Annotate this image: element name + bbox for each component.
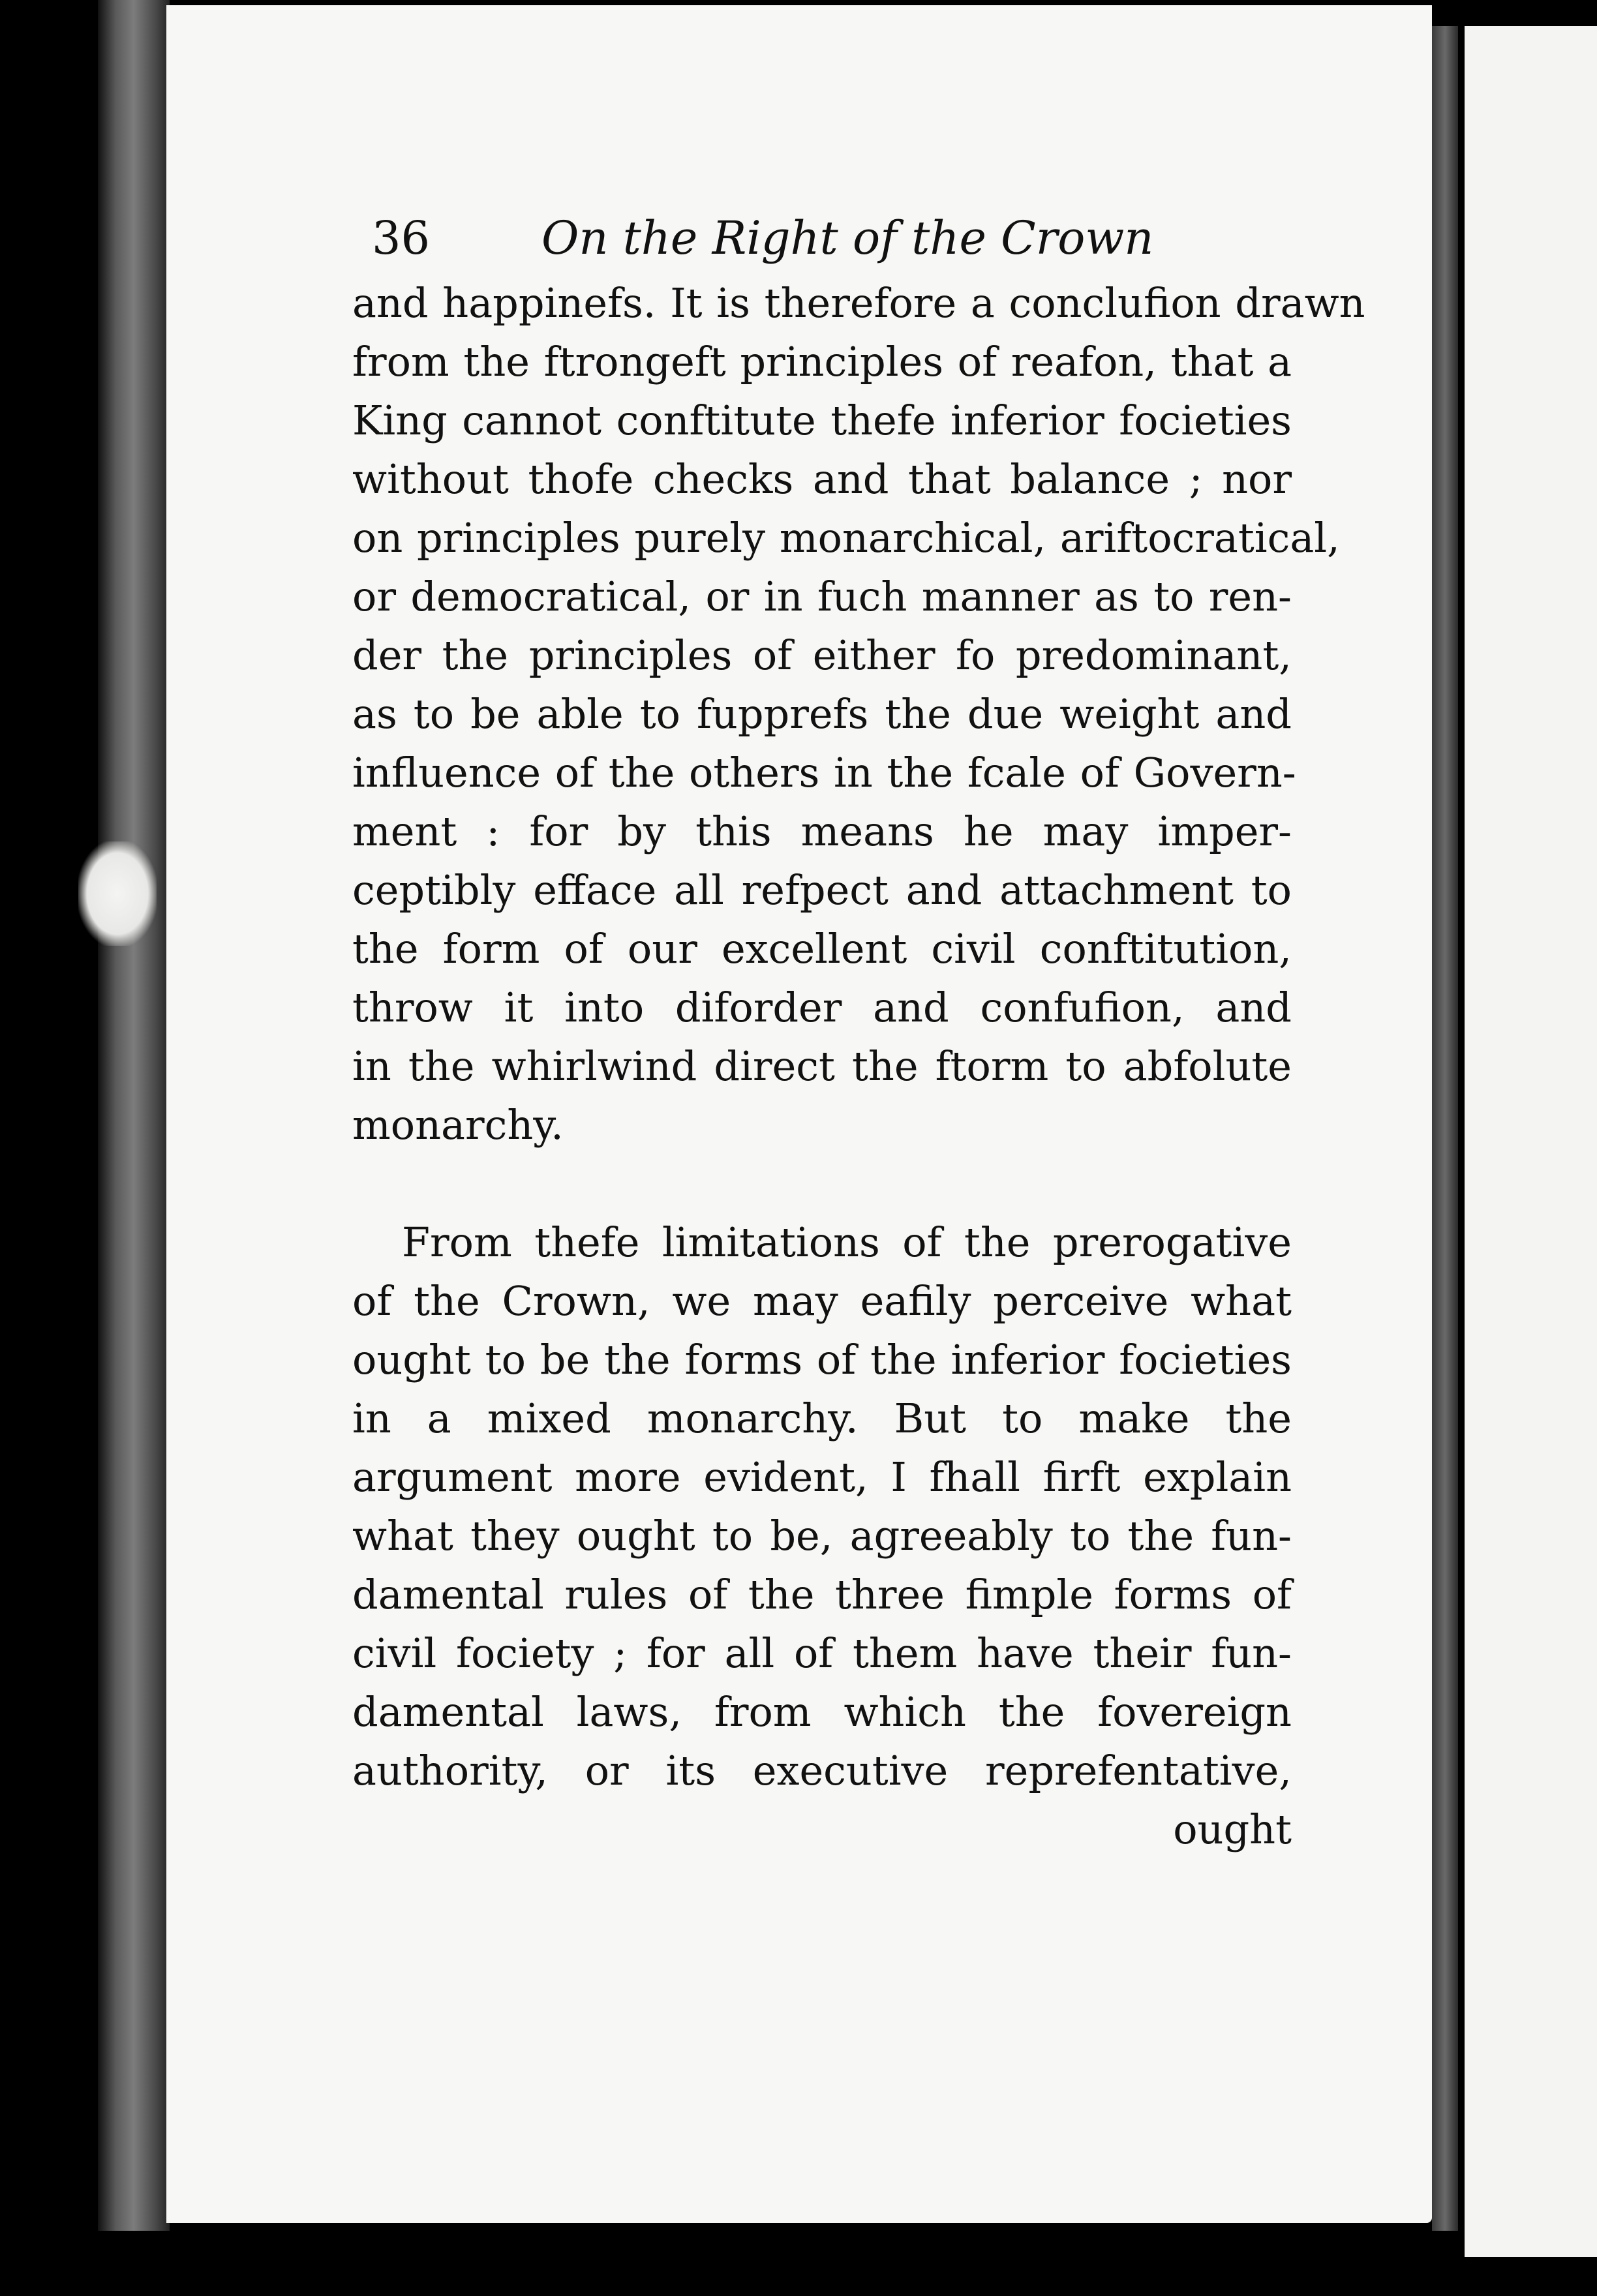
- page-gutter-shadow: [1432, 26, 1458, 2231]
- text-line: From thefe limitations of the prerogative: [402, 1218, 1292, 1266]
- text-line: ment : for by this means he may imper-: [352, 808, 1292, 855]
- paragraph-2: [352, 1213, 1292, 1800]
- text-line: as to be able to fupprefs the due weight and: [352, 690, 1292, 738]
- text-line: King cannot conftitute thefe inferior focieties: [352, 397, 1292, 444]
- paragraph-1: [352, 274, 1365, 1155]
- text-line: and happinefs. It is therefore a conclufion drawn: [352, 279, 1365, 327]
- text-line: from the ftrongeft principles of reafon, that a: [352, 338, 1292, 385]
- text-line: civil fociety ; for all of them have their fun-: [352, 1629, 1292, 1677]
- text-line: or democratical, or in fuch manner as to ren-: [352, 573, 1292, 620]
- text-line: of the Crown, we may eafily perceive what: [352, 1277, 1292, 1325]
- text-line: on principles purely monarchical, ariftocratical,: [352, 514, 1340, 562]
- paragraph-spacer: [352, 1155, 1292, 1213]
- text-line: what they ought to be, agreeably to the fun-: [352, 1512, 1292, 1560]
- text-line: monarchy.: [352, 1101, 564, 1149]
- text-line: throw it into diforder and confufion, and: [352, 984, 1292, 1031]
- text-line: argument more evident, I fhall firft explain: [352, 1453, 1292, 1501]
- text-line: der the principles of either fo predominant,: [352, 631, 1292, 679]
- page-text-block: [352, 202, 1365, 1859]
- running-head: On the Right of the Crown: [541, 211, 1154, 265]
- text-line: damental laws, from which the fovereign: [352, 1688, 1292, 1736]
- text-line: influence of the others in the fcale of Govern-: [352, 749, 1296, 796]
- text-line: damental rules of the three fimple forms of: [352, 1571, 1292, 1618]
- page-number: 36: [372, 211, 431, 265]
- text-line: authority, or its executive reprefentative,: [352, 1747, 1292, 1794]
- text-line: ought to be the forms of the inferior focieties: [352, 1336, 1292, 1383]
- text-line: the form of our excellent civil conftitution,: [352, 925, 1292, 973]
- paper-damage-spot: [78, 841, 157, 946]
- text-line: in the whirlwind direct the ftorm to abfolute: [352, 1042, 1292, 1090]
- facing-page-edge: [1465, 26, 1597, 2257]
- catchword: ought: [1173, 1805, 1292, 1853]
- book-spine-edge: [98, 0, 170, 2231]
- text-line: ceptibly efface all refpect and attachment to: [352, 866, 1292, 914]
- text-line: without thofe checks and that balance ; nor: [352, 455, 1292, 503]
- text-line: in a mixed monarchy. But to make the: [352, 1395, 1292, 1442]
- page-header: [352, 202, 1292, 274]
